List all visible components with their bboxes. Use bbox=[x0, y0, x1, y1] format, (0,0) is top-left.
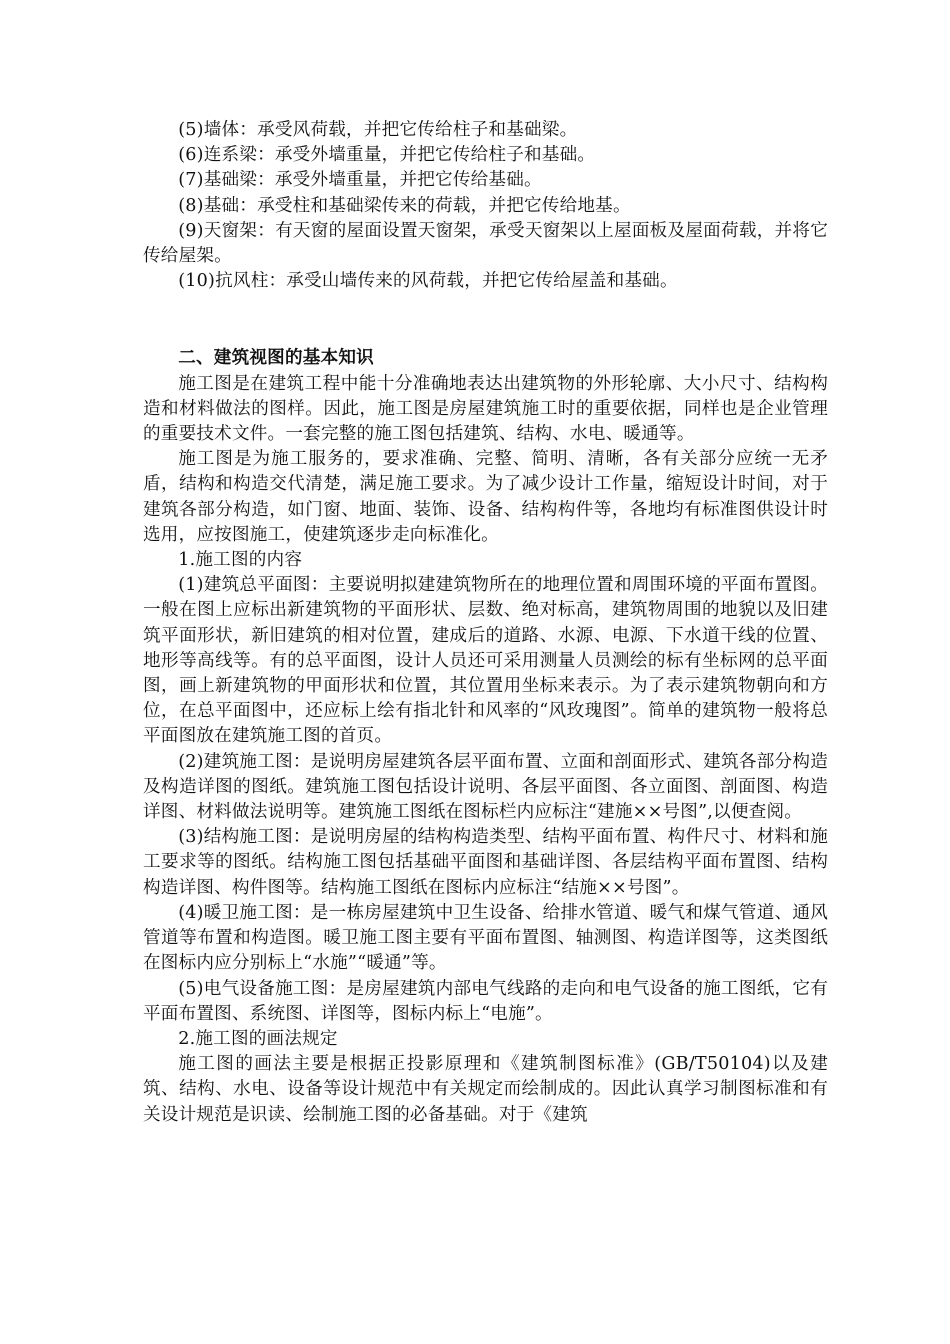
subheading-contents: 1.施工图的内容 bbox=[178, 550, 303, 571]
list-item-8: (8)基础：承受柱和基础梁传来的荷载，并把它传给地基。 bbox=[178, 195, 631, 216]
section-spacer bbox=[143, 294, 828, 345]
document-body bbox=[143, 118, 828, 1128]
paragraph-hvac-plumbing: (4)暖卫施工图：是一栋房屋建筑中卫生设备、给排水管道、暖气和煤气管道、通风管道等布置和构造图。暖卫施工图主要有平面布置图、轴测图、构造详图等，这类图纸在图标内应分别标上“水施”“暖通”等。 bbox=[143, 902, 828, 974]
subheading-drawing-rules: 2.施工图的画法规定 bbox=[178, 1028, 338, 1049]
paragraph-intro: 施工图是在建筑工程中能十分准确地表达出建筑物的外形轮廓、大小尺寸、结构构造和材料做法的图样。因此，施工图是房屋建筑施工时的重要依据，同样也是企业管理的重要技术文件。一套完整的施工图包括建筑、结构、水电、暖通等。 bbox=[143, 373, 828, 445]
paragraph-service: 施工图是为施工服务的，要求准确、完整、简明、清晰，各有关部分应统一无矛盾，结构和构造交代清楚，满足施工要求。为了减少设计工作量，缩短设计时间，对于建筑各部分构造，如门窗、地面、装饰、设备、结构构件等，各地均有标准图供设计时选用，应按图施工，使建筑逐步走向标准化。 bbox=[143, 449, 828, 545]
paragraph-architectural: (2)建筑施工图：是说明房屋建筑各层平面布置、立面和剖面形式、建筑各部分构造及构造详图的图纸。建筑施工图包括设计说明、各层平面图、各立面图、剖面图、构造详图、材料做法说明等。建筑施工图纸在图标栏内应标注“建施××号图”,以便查阅。 bbox=[143, 751, 828, 823]
paragraph-structural: (3)结构施工图：是说明房屋的结构构造类型、结构平面布置、构件尺寸、材料和施工要求等的图纸。结构施工图包括基础平面图和基础详图、各层结构平面布置图、结构构造详图、构件图等。结构施工图纸在图标内应标注“结施××号图”。 bbox=[143, 827, 828, 898]
paragraph-site-plan: (1)建筑总平面图：主要说明拟建建筑物所在的地理位置和周围环境的平面布置图。一般在图上应标出新建筑物的平面形状、层数、绝对标高，建筑物周围的地貌以及旧建筑平面形状，新旧建筑的相对位置，建成后的道路、水源、电源、下水道干线的位置、地形等高线等。有的总平面图，设计人员还可采用测量人员测绘的标有坐标网的总平面图，画上新建筑物的甲面形状和位置，其位置用坐标来表示。为了表示建筑物朝向和方位，在总平面图中，还应标上绘有指北针和风率的“风玫瑰图”。简单的建筑物一般将总平面图放在建筑施工图的首页。 bbox=[143, 575, 828, 747]
list-item-6: (6)连系梁：承受外墙重量，并把它传给柱子和基础。 bbox=[178, 145, 596, 166]
paragraph-electrical: (5)电气设备施工图：是房屋建筑内部电气线路的走向和电气设备的施工图纸，它有平面布置图、系统图、详图等，图标内标上“电施”。 bbox=[143, 978, 828, 1024]
list-item-5: (5)墙体：承受风荷载，并把它传给柱子和基础梁。 bbox=[178, 120, 578, 140]
section-heading: 二、建筑视图的基本知识 bbox=[178, 347, 374, 369]
list-item-10: (10)抗风柱：承受山墙传来的风荷载，并把它传给屋盖和基础。 bbox=[178, 271, 678, 292]
list-item-9: (9)天窗架：有天窗的屋面设置天窗架，承受天窗架以上屋面板及屋面荷载，并将它传给屋架。 bbox=[143, 220, 828, 267]
list-item-7: (7)基础梁：承受外墙重量，并把它传给基础。 bbox=[178, 170, 542, 191]
paragraph-drawing-rules: 施工图的画法主要是根据正投影原理和《建筑制图标准》(GB/T50104)以及建筑、结构、水电、设备等设计规范中有关规定而绘制成的。因此认真学习制图标准和有关设计规范是识读、绘制施工图的必备基础。对于《建筑 bbox=[143, 1054, 828, 1125]
